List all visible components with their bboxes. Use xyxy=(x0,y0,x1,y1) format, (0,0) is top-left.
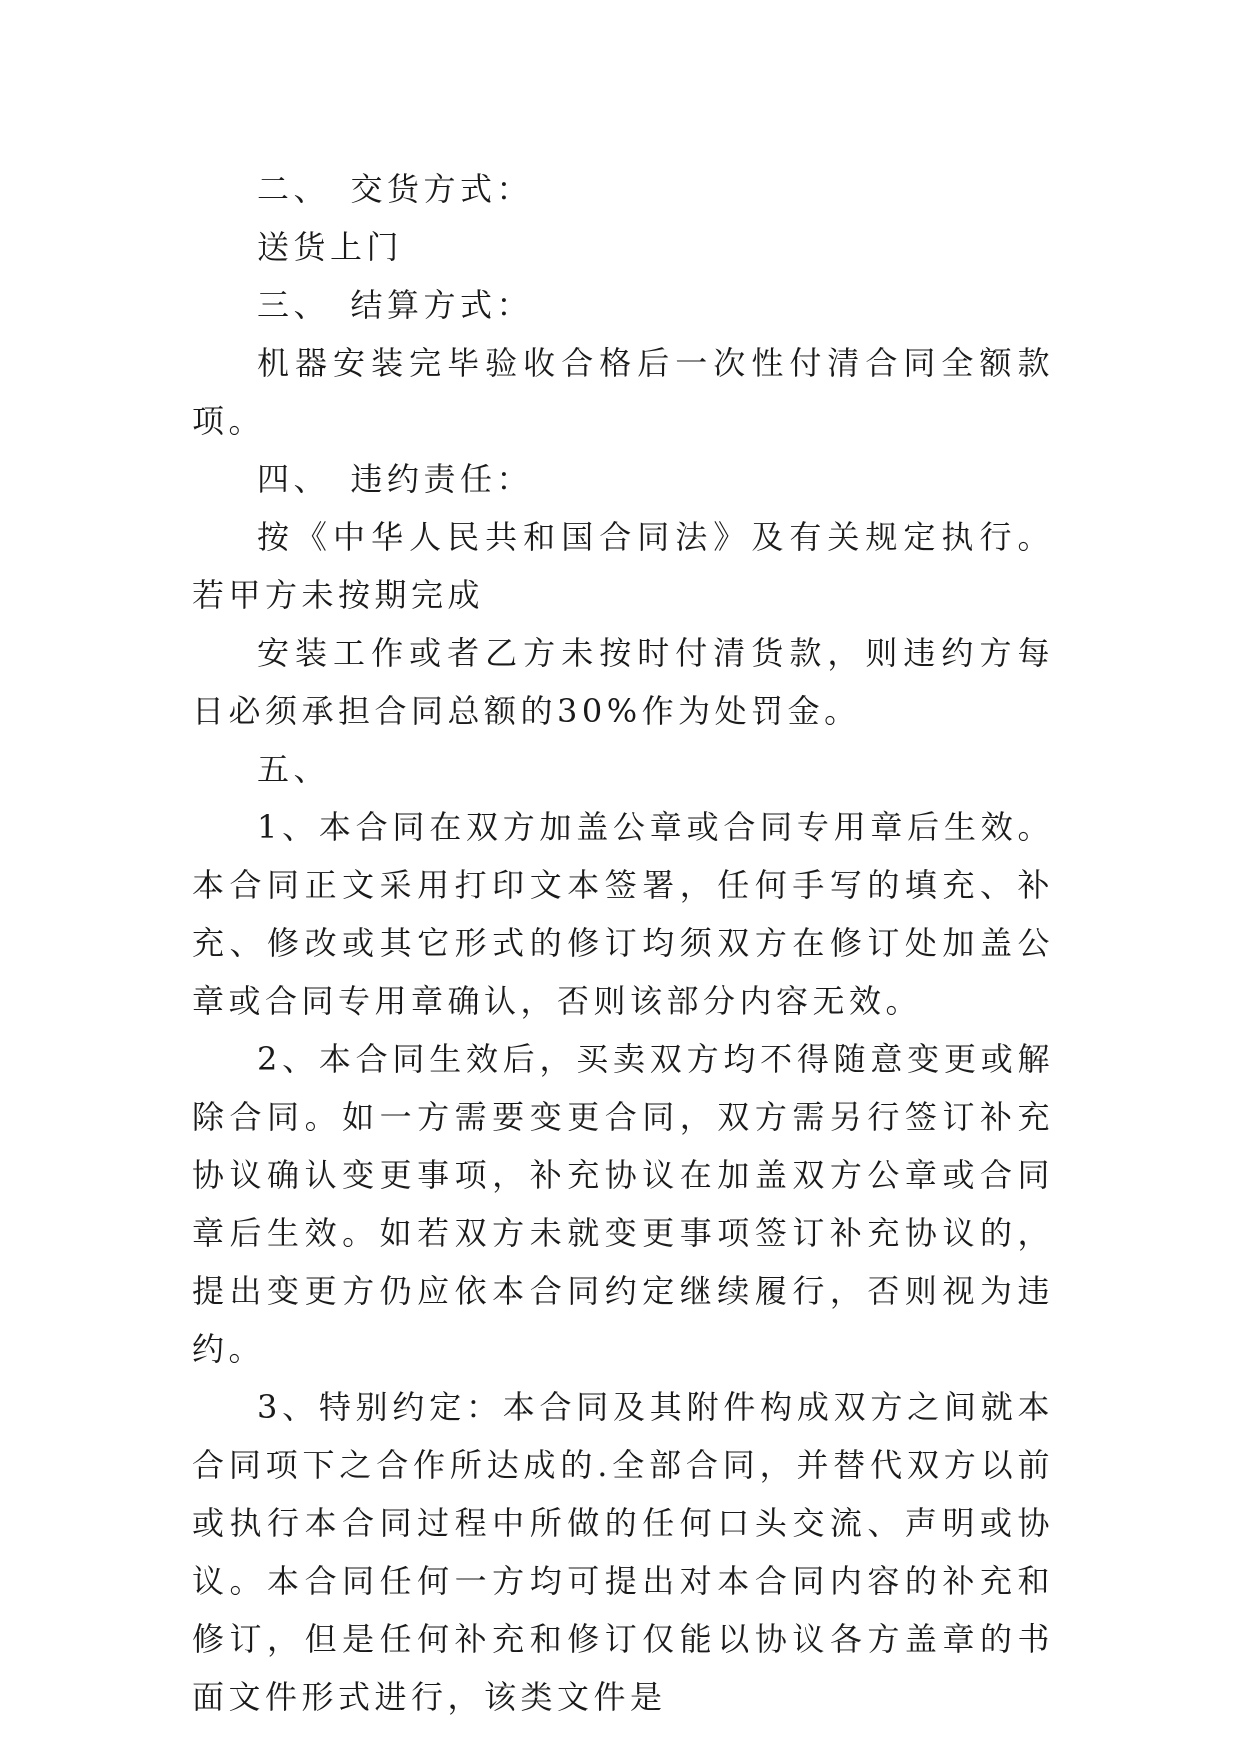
section-heading-five: 五、 xyxy=(257,750,331,788)
section-heading-settlement: 三、 结算方式： xyxy=(257,286,534,324)
section-heading-delivery: 二、 交货方式： xyxy=(257,170,534,208)
clause-3: 3、特别约定：本合同及其附件构成双方之间就本合同项下之合作所达成的.全部合同，并替代双方以前或执行本合同过程中所做的任何口头交流、声明或协议。本合同任何一方均可提出对本合同内容的补充和修订，但是任何补充和修订仅能以协议各方盖章的书面文件形式进行，该类文件是 xyxy=(192,1388,1054,1716)
liability-text: 按《中华人民共和国合同法》及有关规定执行。若甲方未按期完成 xyxy=(192,518,1054,614)
delivery-text: 送货上门 xyxy=(257,228,404,266)
settlement-text: 机器安装完毕验收合格后一次性付清合同全额款项。 xyxy=(192,344,1054,440)
clause-1: 1、本合同在双方加盖公章或合同专用章后生效。本合同正文采用打印文本签署，任何手写的填充、补充、修改或其它形式的修订均须双方在修订处加盖公章或合同专用章确认，否则该部分内容无效。 xyxy=(192,808,1054,1020)
document-body xyxy=(192,160,1054,1726)
liability-text-continued: 安装工作或者乙方未按时付清货款，则违约方每日必须承担合同总额的30%作为处罚金。 xyxy=(192,634,1054,730)
section-heading-liability: 四、 违约责任： xyxy=(257,460,534,498)
clause-2: 2、本合同生效后，买卖双方均不得随意变更或解除合同。如一方需要变更合同，双方需另行签订补充协议确认变更事项，补充协议在加盖双方公章或合同章后生效。如若双方未就变更事项签订补充协议的，提出变更方仍应依本合同约定继续履行，否则视为违约。 xyxy=(192,1040,1054,1368)
